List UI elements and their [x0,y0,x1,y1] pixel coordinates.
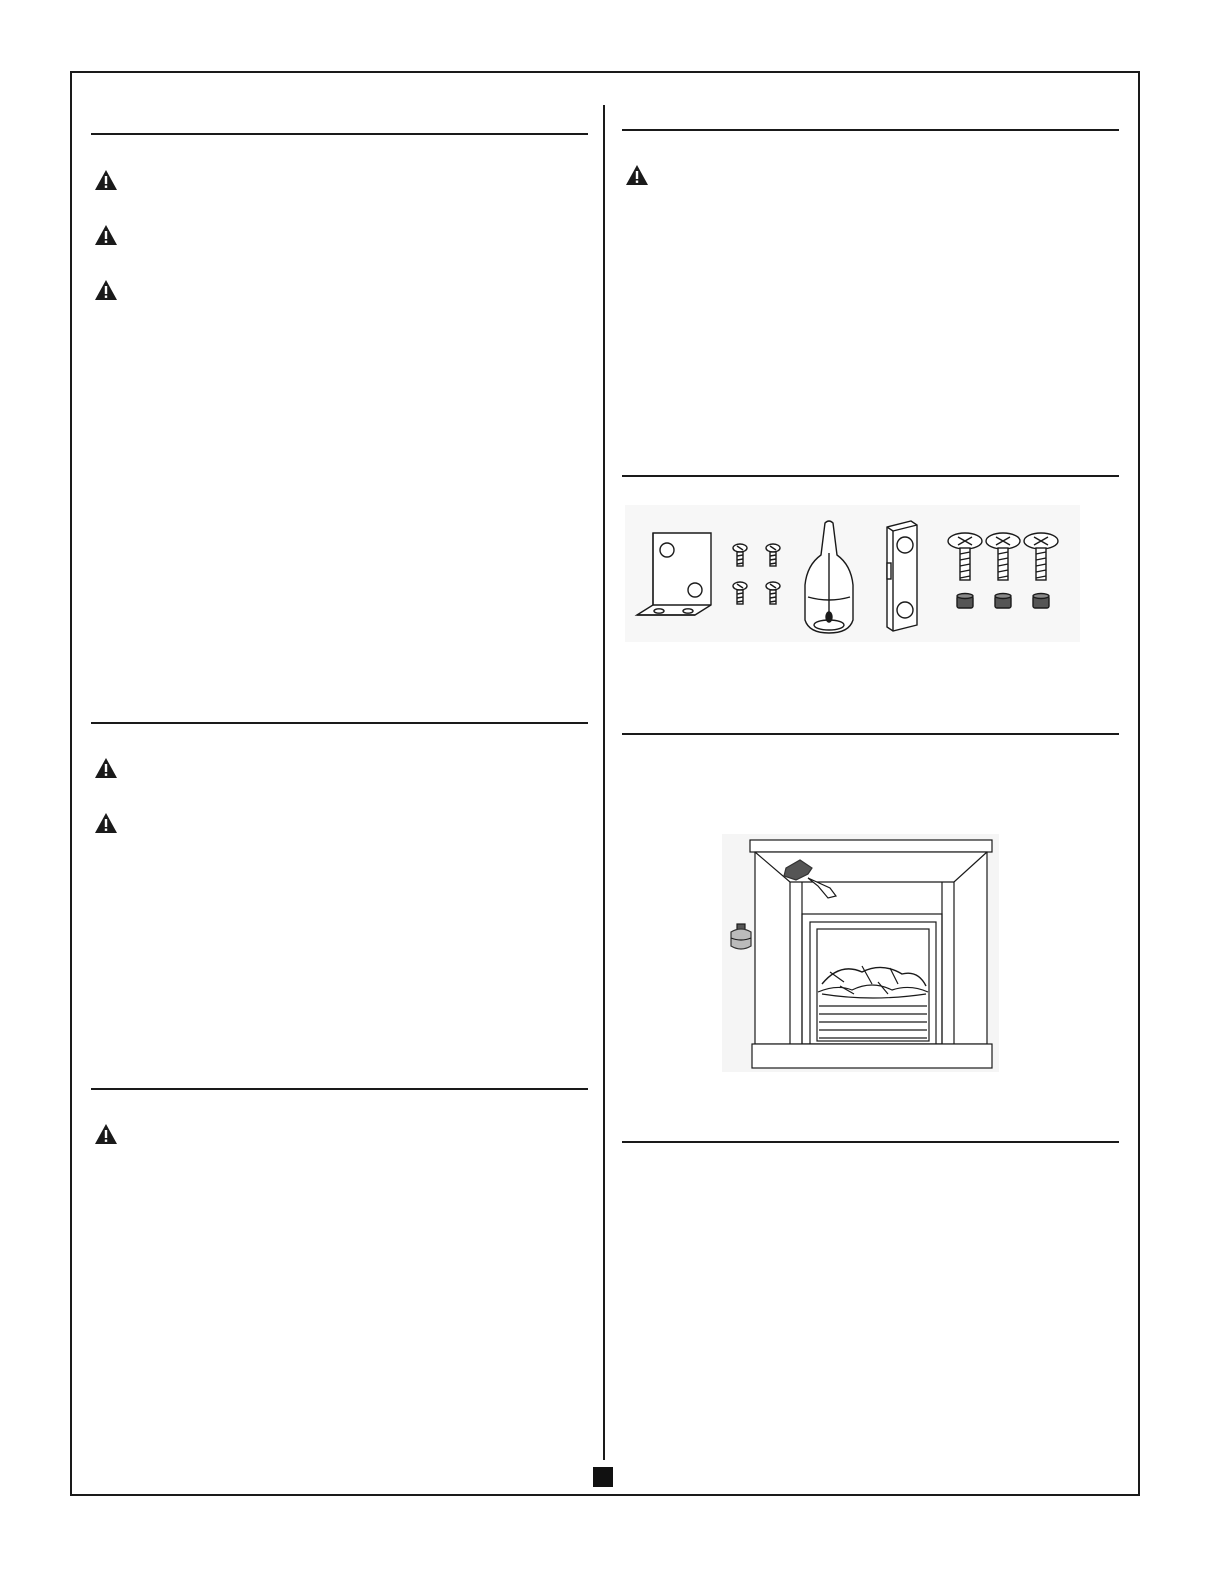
small-screws-drawing [733,544,780,604]
l-bracket-drawing [637,533,711,615]
column-divider [603,105,605,1460]
section-rule-left-1 [91,133,588,135]
bolts-and-caps-drawing [948,533,1058,608]
warning-triangle-icon [94,812,118,834]
warning-triangle-icon [94,279,118,301]
section-rule-left-2 [91,722,588,724]
warning-triangle-icon [625,164,649,186]
section-rule-left-3 [91,1088,588,1090]
fireplace-touch-up-illustration [722,834,999,1072]
section-rule-right-2 [622,475,1119,477]
page-border [70,71,1140,1496]
magnetic-catch-drawing [887,521,917,631]
touch-up-bottle-drawing [805,521,853,633]
page-number-block [593,1467,613,1487]
section-rule-right-1 [622,129,1119,131]
warning-triangle-icon [94,169,118,191]
warning-triangle-icon [94,1123,118,1145]
section-rule-right-4 [622,1141,1119,1143]
warning-triangle-icon [94,224,118,246]
hardware-parts-illustration [625,505,1080,642]
section-rule-right-3 [622,733,1119,735]
warning-triangle-icon [94,757,118,779]
